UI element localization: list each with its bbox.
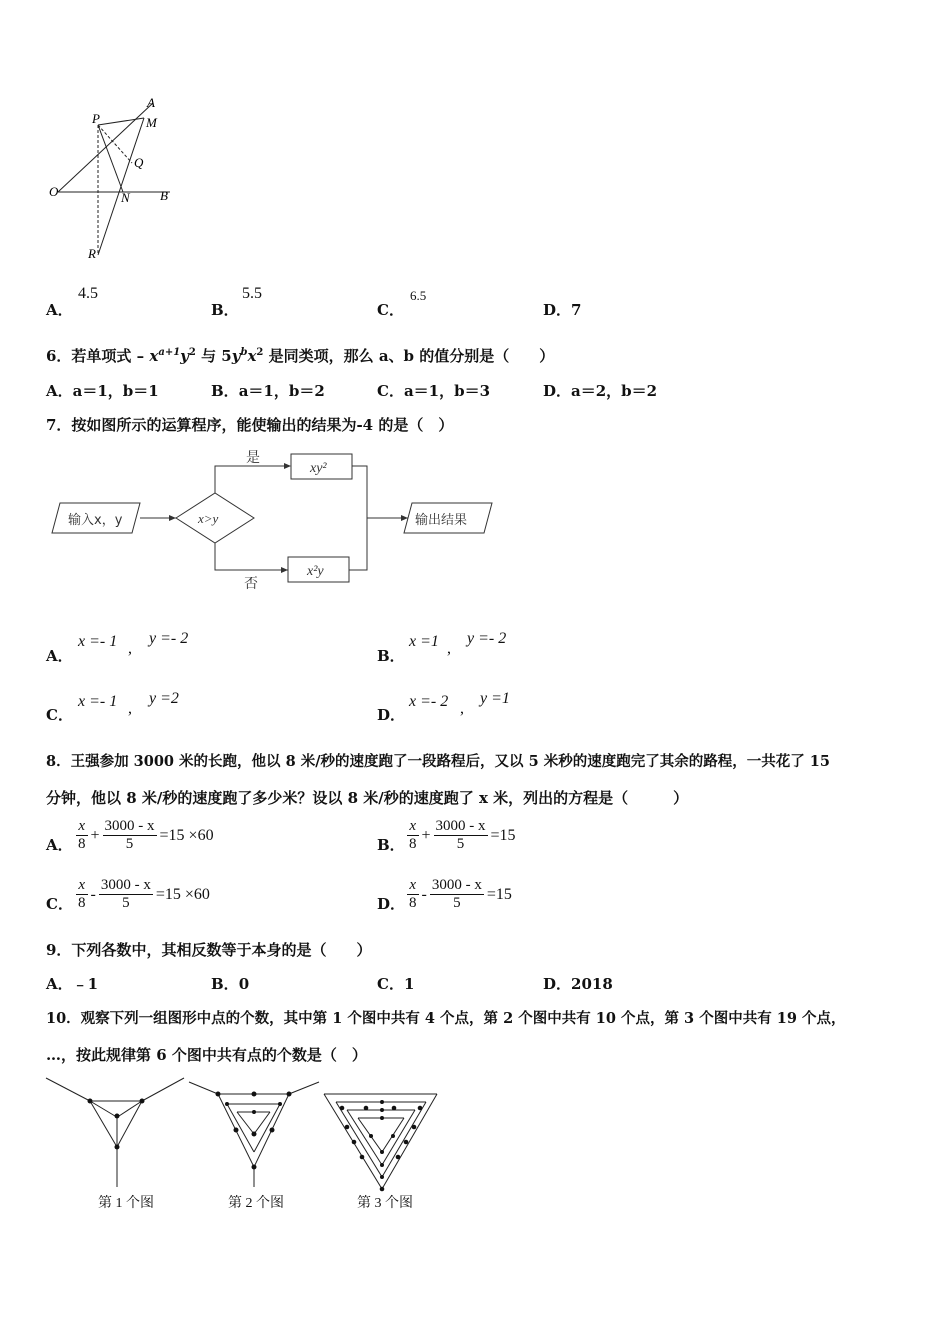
q8-option-b-equation: $\frac{x}{8}$ + $\frac{3000 - x}{5}$ =15 — [409, 818, 516, 852]
q8-option-b[interactable]: B． — [377, 836, 405, 854]
segment-MR — [98, 118, 144, 255]
geometry-figure — [40, 95, 190, 265]
q5-option-d[interactable]: D．7 — [543, 301, 582, 319]
q7-option-b[interactable]: B． — [377, 647, 405, 665]
flow-no-label: 否 — [244, 576, 258, 592]
q7-option-a-x: x =- 1 — [78, 633, 118, 650]
q8-option-c[interactable]: C． — [46, 895, 73, 913]
fraction: $\frac{3000 - x}{5}$ — [100, 877, 151, 911]
q6-option-d[interactable]: D．a＝2，b＝2 — [543, 382, 658, 400]
q8-option-a[interactable]: A． — [46, 836, 73, 854]
q9-text: 9．下列各数中，其相反数等于本身的是（ ） — [46, 941, 372, 959]
q8-option-d-equation: $\frac{x}{8}$ - $\frac{3000 - x}{5}$ =15 — [409, 877, 512, 911]
q7-option-b-x: x =1 — [409, 633, 439, 650]
q7-option-a[interactable]: A． — [46, 647, 73, 665]
q7-option-a-comma: , — [128, 640, 132, 657]
fraction: $\frac{3000 - x}{5}$ — [104, 818, 155, 852]
q5-option-b-value: 5.5 — [242, 285, 262, 302]
fraction: $\frac{x}{8}$ — [78, 877, 86, 911]
q6-option-a[interactable]: A．a＝1，b＝1 — [46, 382, 159, 400]
q5-option-c[interactable]: C． — [377, 301, 404, 319]
label-A: A — [147, 95, 155, 110]
q8-option-d[interactable]: D． — [377, 895, 406, 913]
q9-option-c[interactable]: C．1 — [377, 975, 415, 993]
q5-option-c-value: 6.5 — [410, 288, 427, 303]
q6-option-b[interactable]: B．a＝1，b＝2 — [211, 382, 325, 400]
pattern-figure-1 — [46, 1078, 184, 1187]
label-B: B — [160, 188, 168, 203]
fraction: $\frac{x}{8}$ — [409, 818, 417, 852]
flow-yes-expr: xy² — [310, 461, 327, 476]
flow-yes-path — [215, 466, 288, 493]
label-R: R — [88, 246, 96, 261]
label-M: M — [146, 115, 157, 130]
q7-option-d-x: x =- 2 — [409, 693, 449, 710]
q9-option-b[interactable]: B．0 — [211, 975, 250, 993]
fraction: $\frac{x}{8}$ — [409, 877, 417, 911]
label-Q: Q — [134, 155, 144, 170]
flow-no-path — [215, 543, 288, 570]
segment-PQ — [98, 125, 132, 163]
pattern-caption-3: 第 3 个图 — [357, 1196, 413, 1211]
q7-option-c[interactable]: C． — [46, 706, 73, 724]
q5-option-a[interactable]: A． — [46, 301, 73, 319]
q7-option-d[interactable]: D． — [377, 706, 406, 724]
q7-option-b-comma: , — [447, 640, 451, 657]
q8-line2: 分钟，他以 8 米/秒的速度跑了多少米？设以 8 米/秒的速度跑了 x 米，列出的方程是（ ） — [46, 789, 689, 807]
flowchart — [48, 440, 498, 595]
q5-option-a-value: 4.5 — [78, 285, 98, 302]
fraction: $\frac{x}{8}$ — [78, 818, 86, 852]
flow-output-label: 输出结果 — [415, 513, 468, 528]
flow-condition-label: x>y — [198, 511, 219, 526]
q8-option-a-equation: $\frac{x}{8}$ + $\frac{3000 - x}{5}$ =15 ×60 — [78, 818, 214, 852]
pattern-caption-2: 第 2 个图 — [228, 1196, 284, 1211]
q6-option-c[interactable]: C．a＝1，b＝3 — [377, 382, 491, 400]
q7-option-c-x: x =- 1 — [78, 693, 118, 710]
flow-input-label: 输入x，y — [68, 513, 123, 528]
fraction: $\frac{3000 - x}{5}$ — [431, 877, 482, 911]
q8-line1: 8．王强参加 3000 米的长跑，他以 8 米/秒的速度跑了一段路程后，又以 5 米秒的速度跑完了其余的路程，一共花了 15 — [46, 753, 830, 770]
label-O: O — [49, 184, 59, 199]
fraction: $\frac{3000 - x}{5}$ — [435, 818, 486, 852]
flow-merge — [349, 466, 367, 570]
q10-line2: …，按此规律第 6 个图中共有点的个数是（ ） — [46, 1046, 367, 1064]
q7-option-c-comma: , — [128, 700, 132, 717]
q7-text: 7．按如图所示的运算程序，能使输出的结果为-4 的是（ ） — [46, 416, 454, 434]
q7-option-a-y: y =- 2 — [149, 630, 189, 647]
q7-option-d-comma: , — [460, 700, 464, 717]
q9-option-a[interactable]: A．﹣1 — [46, 975, 99, 993]
label-P: P — [92, 111, 100, 126]
flow-no-expr: x²y — [307, 564, 324, 579]
q10-line1: 10．观察下列一组图形中点的个数，其中第 1 个图中共有 4 个点，第 2 个图中共有 10 个点，第 3 个图中共有 19 个点， — [46, 1010, 846, 1027]
line-OA — [58, 103, 153, 192]
q8-option-c-equation: $\frac{x}{8}$ - $\frac{3000 - x}{5}$ =15 ×60 — [78, 877, 210, 911]
q6-text: 6．若单项式 – $x^{a+1}y^2$ 与 $5y^bx^2$ 是同类项，那么 a、b 的值分别是（ ） — [46, 347, 555, 365]
q7-option-c-y: y =2 — [149, 690, 179, 707]
q7-option-d-y: y =1 — [480, 690, 510, 707]
label-N: N — [121, 190, 130, 205]
segment-PM — [98, 118, 144, 125]
flow-yes-label: 是 — [246, 450, 260, 466]
q5-option-b[interactable]: B． — [211, 301, 239, 319]
pattern-caption-1: 第 1 个图 — [98, 1196, 154, 1211]
q9-option-d[interactable]: D．2018 — [543, 975, 613, 993]
dot-pattern-figures — [44, 1072, 444, 1192]
q7-option-b-y: y =- 2 — [467, 630, 507, 647]
